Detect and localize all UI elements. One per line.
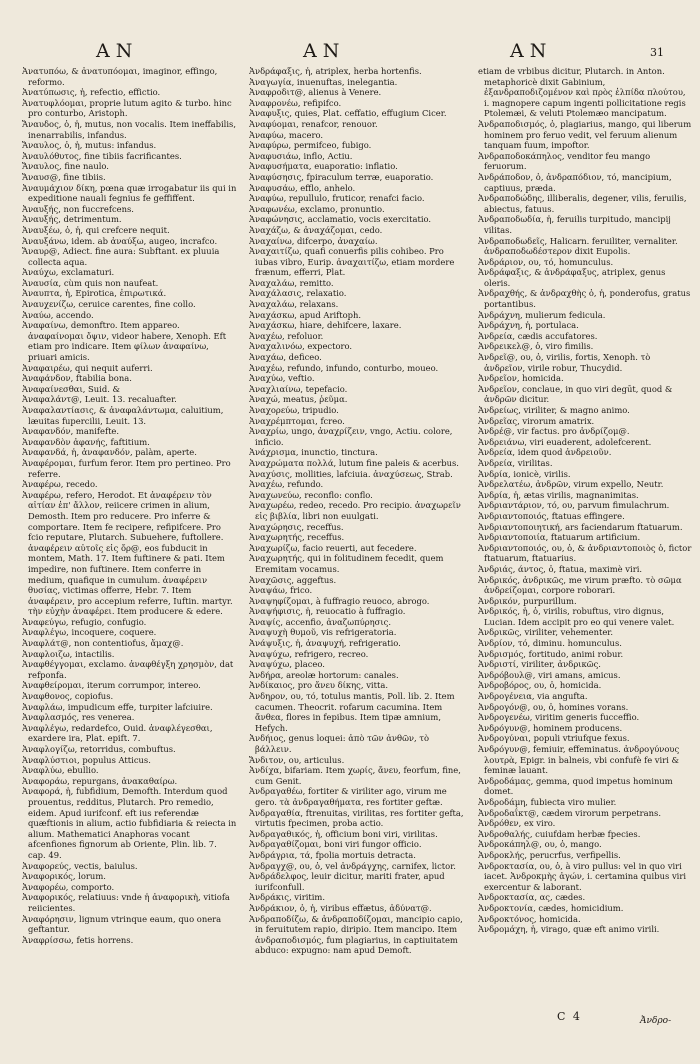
dictionary-entry: Ἀναφύρω, permifceo, fubigo. [249,140,372,151]
dictionary-entry: Ἀναψύχω, refrigero, recreo. [249,648,369,659]
dictionary-entry: Ἀνδρεία, virilitas. [478,457,553,468]
right-column [478,66,693,1016]
dictionary-entry: Ἀναφύω, macero. [249,129,324,140]
dictionary-entry: Ἀνδραγαθία, ftrenuitas, virilitas, res fortiter gefta, virtutis fpecimen, proba actio. [249,807,464,829]
dictionary-entry: Ἀνδηρον, ου, τό, totulus mantis, Poll. lib. 2. Item cacumen. Theocrit. rofarum cacumina. Item ἄνθεα, flores in fepibus. Item tipæ amnium, Hefych. [249,691,455,733]
dictionary-entry: Ἀναχωρητής, qui in folitudinem fecedit, quem Eremitam vocamus. [249,553,444,574]
dictionary-entry: Ἀναχωρητής, receffus. [249,532,345,543]
dictionary-entry: Ἀναφάνδον, ftabilia bona. [22,373,132,384]
dictionary-entry: Ἀνδράφαξις, ἡ, atriplex, herba hortenfis. [249,66,422,76]
dictionary-entry: Ἀνδραποδωδία, ἡ, feruilis turpitudo, mancipij vilitas. [478,214,671,235]
dictionary-entry: Ἀναχέω, refundo, infundo, conturbo, moueo. [249,362,439,373]
dictionary-entry: Ἀναφλασμός, res venerea. [22,712,135,723]
dictionary-entry: Ἄναυρ@, Adiect. fine aura: Subftant. ex pluuia collecta aqua. [22,246,220,267]
dictionary-entry: Ἄναυδος, ὁ, ἡ, mutus, non vocalis. Item ineffabilis, inenarrabilis, infandus. [22,118,237,140]
dictionary-entry: Ἀναφαλάντ@, Leuit. 13. recaluafter. [22,394,177,405]
dictionary-entry: Ἀναψύχω, placeo. [249,659,325,670]
dictionary-entry: Ἀναφορέω, comporto. [22,881,115,892]
dictionary-entry: Ἀναφυξις, quies, Plat. ceffatio, effugium Cicer. [249,108,447,119]
dictionary-entry: Ἀναφαιρέω, qui nequit auferri. [22,362,153,373]
dictionary-entry: Ἀνδρία, ἡ, ætas virilis, magnanimitas. [478,489,639,500]
dictionary-entry: Ἀναφορικός, relatiuus: vnde ἡ ἀναφορικὴ, vitiofa reiicientes. [22,892,230,913]
dictionary-entry: Ἀναφλάω, impudicum effe, turpiter lafciuire. [22,701,213,712]
dictionary-entry: Ἀνδράκιον, ὁ, ἡ, viribus effætus, ἀδύνατ@. [249,902,432,913]
dictionary-entry: Ἀναφοράω, repurgans, ἀνακαθαίρω. [22,775,178,786]
middle-column [249,66,464,1016]
dictionary-entry: Ἀνατύπωσις, ἡ, refectio, effictio. [22,87,161,98]
dictionary-entry: Ἀναχάζω, & ἀναχάζομαι, cedo. [249,224,383,235]
dictionary-entry: Ἀναχρέμπτομαι, fcreo. [249,415,345,426]
dictionary-entry: Ἀναυξάνω, idem. ab ἀναύξω, augeo, incrafco. [22,235,218,246]
dictionary-entry: Ἀνδίχα, bifariam. Item χωρίς, ἄνευ, feorfum, fine, cum Genit. [249,765,461,786]
dictionary-entry: Ἀναχύω, veftio. [249,373,315,384]
dictionary-entry: Ἀναφυσάω, efflo, anhelo. [249,182,356,193]
dictionary-entry: Ἀνδριαντάριον, τό, ου, parvum fimulachrum. [478,500,670,511]
dictionary-entry: Ἀνδρεῖον, conclaue, in quo viri degūt, quod & ἀνδρῶν dicitur. [478,383,673,405]
dictionary-entry: Ἀναχλιαίνω, tepefacio. [249,383,348,394]
dictionary-entry: Ἀνδρείως, viriliter, & magno animo. [478,405,630,415]
column-3-heading: AN [510,40,553,62]
dictionary-entry: Ἀναχωνεύω, reconflo: conflo. [249,489,373,500]
dictionary-entry: Ἀναφθείρομαι, iterum corrumpor, intereo. [22,680,201,691]
dictionary-entry: Ἀναχάσκω, apud Ariftoph. [249,309,362,320]
dictionary-entry: Ἀναφυσήματα, euaporatio: inflatio. [249,161,398,172]
dictionary-entry: Ἀναφλύστιοι, populus Atticus. [22,754,151,765]
dictionary-entry: Ἀνδρογένεια, via angufta. [478,691,588,702]
dictionary-entry: Ἀνδρογύναι, populi vtriufque fexus. [478,733,630,744]
dictionary-entry: Ἀναφύομαι, renafcor, renouor. [249,118,378,129]
dictionary-entry: Ἀνδραχθής, & ἀνδραχθὴς ὁ, ἡ, ponderofus, gratus portantibus. [478,288,691,310]
dictionary-entry: Ἀναφλογίζω, retorridus, combuftus. [22,744,176,754]
dictionary-entry: Ἀνδριάς, άντος, ὁ, ftatua, maximè viri. [478,563,643,574]
dictionary-entry: Ἀναφωνέω, exclamo, pronuntio. [249,203,385,214]
dictionary-entry: Ἀνδριαντοποιός, ου, ὁ, & ἀνδριαντοποιὸς ὁ, fictor ftatuarum, ftatuarius. [478,542,692,564]
dictionary-entry: Ἀνάψυξις, ἡ, ἀναψυχή, refrigeratio. [249,638,401,649]
dictionary-entry: Ἀνδραποδώδης, illiberalis, degener, vilis, feruilis, abiectus, fatuus. [478,193,687,214]
dictionary-entry: Ἀναψηφίζομαι, à fuffragio reuoco, abrogo. [249,595,430,606]
dictionary-entry: Ἀναφέρω, refero, Herodot. Et ἀναφέρειν τὸν αἰτίαν ἐπ' ἄλλον, reiicere crimen in alium, Demosth. Item pro reducere. Pro inferre & comportare. Item fe recipere, refipifcere. Pro fcio reputare, Plutarch. Subuehere, fuftollere. ἀναφέρειν αὐτοῖς εἰς ὄρ@, eos fubducit in montem, Math. 17. Item fuftinere & pati. Item impedire, non fuftinere. Item conferre in medium, quafique in cumulum. ἀναφέρειν θυσίας, victimas offerre, Hebr. 7. Item ἀναφέρειν, pro accepium referre, Iuftin. martyr. τὴν εὐχὴν ἀναφέρει. Item producere & edere. [22,489,233,617]
dictionary-entry: Ἀναχρώματα πολλά, lutum fine paleis & acerbus. [249,457,459,468]
dictionary-entry: Ἀναχαιτίζω, quafi conuerfis pilis cohibeo. Pro iubas vibro, Eurip. ἀναχαιτίζω, etiam mordere frænum, efferri, Plat. [249,246,455,278]
dictionary-entry: Ἀναφαίνεσθαι, Suid. & [22,383,121,394]
dictionary-entry: Ἀνδίκαιος, pro ἄνευ δίκης, vitta. [249,680,388,691]
dictionary-entry: Ἀνδροκλής, perucrfus, verfipellis. [478,849,621,860]
dictionary-entry: Ἀναφλάτ@, non contentiofus, ἄμαχ@. [22,638,184,649]
dictionary-entry: Ἀνδρόβουλ@, viri amans, amicus. [478,669,621,680]
dictionary-entry: Ἀνδρογόν@, ου, ὁ, homines vorans. [478,701,629,712]
dictionary-entry: Ἀνδρεία, idem quod ἀνδρειοῦν. [478,447,612,458]
dictionary-entry: Ἀνδρεικελ@, ὁ, viro fimilis. [478,341,594,352]
dictionary-entry: Ἀναχώρησις, receffus. [249,521,344,532]
dictionary-entry: Ἄναυλος, fine naulo. [22,161,109,172]
dictionary-entry: Ἀναφροδιτ@, alienus à Venere. [249,87,382,98]
dictionary-entry: Ἀνδρίον, τό, diminu. homunculus. [478,638,622,649]
dictionary-entry: Ἀναυμάχιον δίκη, pœna quæ irrogabatur iis qui in expeditione nauali fegnius fe geffiffent. [22,182,237,204]
dictionary-entry: Ἀναχάω, deficeo. [249,352,322,363]
dictionary-entry: Ἀναχέω, refoluor. [249,330,324,341]
dictionary-entry: Ἀνατυφλόομαι, proprie lutum agito & turbo. hinc pro conturbo, Aristoph. [22,97,232,119]
dictionary-entry: Ἀνδράδελφος, leuir dicitur, mariti frater, apud iurifconfull. [249,871,445,892]
dictionary-entry: Ἄνδιτον, ου, articulus. [249,754,345,765]
dictionary-entry: Ἀναφέρω, recedo. [22,479,98,490]
dictionary-entry: Ἀνδρεία, cædis accufatores. [478,330,598,341]
dictionary-entry: Ἀνδρέ@, vir factus. pro ἀνδρίζομ@. [478,426,630,437]
catchword: Ἀνδρο- [640,1016,672,1026]
dictionary-entry: Ἀναφλέγω, incoquere, coquere. [22,627,157,638]
dictionary-entry: Ἀναχαλάω, relaxans. [249,299,339,310]
dictionary-entry: Ἀναυξής, detrimentum. [22,214,122,225]
dictionary-entry: Ἀναφορεύς, vectis, baiulus. [22,860,138,871]
dictionary-entry: Ἀνδριαντοποιός, ftatuas effingere. [478,510,625,521]
dictionary-entry: Ἀνδράφαξις, & ἀνδράφαξυς, atriplex, genus oleris. [478,267,666,288]
left-column [22,66,237,1016]
dictionary-entry: Ἀναφθονος, copiofus. [22,691,114,702]
dictionary-entry: Ἀνδράχνη, mulierum fedicula. [478,309,606,320]
dictionary-entry: Ἀναχέω, refundo. [249,479,324,490]
dictionary-entry: Ἀναφλύω, ebullio. [22,765,99,776]
dictionary-entry: Ἀνδρόγυν@, hominem producens. [478,722,623,733]
dictionary-entry: Ἀνδρεῖ@, ου, ὁ, virilis, fortis, Xenoph. τὸ ἀνδρεῖον, virile robur, Thucydid. [478,352,651,373]
dictionary-entry: Ἀνδραποδωδεῖς, Halicarn. feruiliter, vernaliter. ἀνδραποδωδέστερον dixit Eupolis. [478,235,678,257]
dictionary-entry: Ἀνάχρισμα, inunctio, tinctura. [249,447,378,458]
dictionary-entry: Ἀναχαίνω, difcerpo, ἀναχαίω. [249,235,378,246]
dictionary-entry: Ἀνδροκτασία, ου, ὁ, à viro pullus: vel in quo viri iacet. Ἀνδροκμὴς ἀγών, i. certamina quibus viri exercentur & laborant. [478,860,687,892]
dictionary-entry: Ἀναχύσις, mollities, lafciuia. ἀναχύσεως, Strab. [249,468,453,479]
dictionary-entry: Ἀνδράριον, ου, τό, homunculus. [478,256,614,267]
dictionary-entry: Ἀναφύω, repullulo, fruticor, renafci facio. [249,193,425,204]
dictionary-entry: Ἀναχῶσις, aggeftus. [249,574,337,585]
dictionary-entry: Ἀναχωρέω, redeo, recedo. Pro recipio. ἀναχωρεῖν εἰς βιβλία, libri non euulgati. [249,500,461,521]
dictionary-entry: Ἀναφορικός, lorum. [22,871,106,882]
dictionary-entry: Ἀνδραγαθίζομαι, boni viri fungor officio. [249,839,422,850]
dictionary-entry: Ἀναυξέω, ὁ, ἡ, qui crefcere nequit. [22,224,170,235]
dictionary-entry: Ἀνδραποδισμός, ὁ, plagiarius, mango, qui liberum hominem pro feruo vedit, vel feruum alienum tanquam fuum, impoftor. [478,118,692,151]
dictionary-entry: Ἀνδρισμός, fortitudo, animi robur. [478,648,624,659]
dictionary-entry: Ἀνδρικόν, purpurillum. [478,595,577,606]
dictionary-entry: Ἀνδράκις, viritim. [249,892,326,903]
dictionary-entry: Ἀνδροκάπηλ@, ου, ὁ, mango. [478,839,602,850]
dictionary-entry: Ἀνδροδαΐκτ@, cædem virorum perpetrans. [478,807,661,818]
dictionary-entry: Ἀναύω, accendo. [22,309,94,320]
dictionary-entry: Ἀναύχω, exclamaturi. [22,267,115,278]
dictionary-entry: Ἀναφλοιζω, intactilis. [22,648,115,659]
dictionary-entry: Ἀνδήιος, genus loquei: ἀπὸ τῶν ἀνθῶν, τὸ βάλλειν. [249,733,429,754]
column-2-heading: AN [303,40,346,62]
dictionary-entry: Ἀναφώνησις, acclamatio, vocis exercitatio. [249,214,432,225]
dictionary-entry: Ἀναχώ, meatus, ῥεῦμα. [249,394,348,405]
dictionary-entry: Ἀναφρονέω, refipifco. [249,97,342,108]
signature-mark: C 4 [557,1010,582,1023]
dictionary-entry: Ἀνδροδάμη, fubiecta viro mulier. [478,796,617,807]
dictionary-entry: Ἀνδρία, ionicè, virilis. [478,468,571,479]
dictionary-entry: Ἀναφυσιάω, inflo, Actiu. [249,150,353,161]
dictionary-entry: Ἀνδροβόρος, ου, ὁ, homicida. [478,680,602,691]
dictionary-entry: etiam de vrbibus dicitur, Plutarch. in Anton. metaphoricè dixit Gabinium, ἐξανδραποδιζομένον καὶ πρὸς ἐλπίδα πλούτου, i. magnopere capum ingenti pollicitatione regis Ptolemæi, & veluti Ptolemæo mancipatum. [478,66,686,119]
dictionary-entry: Ἀνδραγχ@, ου, ὁ, vel ἀνδράγχης, carnifex, lictor. [249,860,456,871]
dictionary-entry: Ἀναχάσκω, hiare, dehifcere, laxare. [249,320,402,331]
dictionary-entry: Ἀνδράποδον, ὁ, ἀνδραπόδιον, τό, mancipium, captiuus, præda. [478,171,672,193]
dictionary-entry: Ἀναχρίω, ungo, ἀναχρίζειν, vngo, Actiu. colore, inficio. [249,426,453,447]
dictionary-entry: Ἀνδροκτόνος, homicida. [478,913,581,924]
dictionary-entry: Ἀναφαλαντίασις, & ἀναφαλάντωμα, caluitium, læuitas fupercilii, Leuit. 13. [22,405,224,426]
dictionary-entry: Ἄναυσ@, fine tibiis. [22,171,106,182]
dictionary-entry: Ἀνδράχνη, ἡ, portulaca. [478,320,579,331]
dictionary-entry: Ἀναφορά, ἡ, fubfidium, Demofth. Interdum quod prouentus, redditus, Plutarch. Pro remedio, eidem. Apud iurifconf. eft ius referendæ quæftionis in alium, actio fubfidiaria & reiecta in alium. Mathematici Anaphoras vocant afcenfiones fignorum ab Oriente, Plin. lib. 7. cap. 49. [22,786,237,860]
dictionary-entry: Ἀναυπτα, ἡ, Epirotica, ἐπιρωτικά. [22,288,167,299]
dictionary-entry: Ἀνδροκτασία, ας, cædes. [478,892,586,903]
dictionary-entry: Ἀνδρικῶς, viriliter, vehementer. [478,627,614,638]
dictionary-entry: Ἀναψάω, frico. [249,585,313,596]
dictionary-entry: Ἀναφρίσσω, fetis horrens. [22,934,134,945]
dictionary-entry: Ἀναυξής, non fuccrefcens. [22,203,134,214]
dictionary-entry: Ἀναυσία, cùm quis non naufeat. [22,277,159,288]
dictionary-entry: Ἀναψυχὴ θυμοῦ, vis refrigeratoria. [249,627,397,638]
dictionary-entry: Ἀναγωγία, inuenuftas, inelegantia. [249,76,398,87]
dictionary-entry: Ἀνδρεῖας, virorum amatrix. [478,415,595,426]
dictionary-entry: Ἀναφύσησις, fpiraculum terræ, euaporatio. [249,171,434,182]
dictionary-entry: Ἀνδραποδοκάπηλος, venditor feu mango feruorum. [478,150,651,172]
dictionary-entry: Ἀναφανδὸν ἀφανής, faftitium. [22,436,150,447]
dictionary-entry: Ἀναψίς, accenfio, ἀναζωπύρησις. [249,616,391,627]
dictionary-entry: Ἀναχάλασις, relaxatio. [249,288,347,299]
dictionary-entry: Ἀναφεύγω, refugio, confugio. [22,616,147,627]
dictionary-entry: Ἀνδροκτονία, cædes, homicidium. [478,902,624,913]
dictionary-entry: Ἀνδραγαθέω, fortiter & viriliter ago, virum me gero. τὰ ἀνδραγαθήματα, res fortiter geftæ. [249,786,447,807]
dictionary-entry: Ἀναφόρησιν, lignum vtrinque eaum, quo onera geftantur. [22,913,222,935]
dictionary-entry: Ἀναφλέγω, redardefco, Ouid. ἀναφλέγεσθαι, exardere ira, Plat. epift. 7. [22,722,213,744]
dictionary-entry: Ἀνδρόγυν@, femiuir, effeminatus. ἀνδρογύνους λουτρὰ, Epigr. in balneis, vbi confufè fe viri & feminæ lauant. [478,744,680,776]
dictionary-entry: Ἀναφανδόν, manifefte. [22,426,120,437]
dictionary-entry: Ἀνδριαντοποιία, ftatuarum artificium. [478,532,641,543]
dictionary-entry: Ἀναυλόθυτος, fine tibiis facrificantes. [22,150,182,161]
dictionary-entry: Ἀναφαίνω, demonftro. Item appareo. ἀναφαίνομαι ὄψιν, videor habere, Xenoph. Eft etiam pro indicare. Item φίλων ἀναφαίνω, priuari amicis. [22,320,227,363]
dictionary-entry: Ἀνδρειάνω, viri euaderent, adolefcerent. [478,436,652,447]
dictionary-entry: Ἀναχωρίζω, facio reuerti, aut fecedere. [249,542,417,553]
dictionary-entry: Ἀναψήφισις, ἡ, reuocatio à fuffragio. [249,606,406,617]
dictionary-entry: Ἀναχορεύω, tripudio. [249,405,339,415]
dictionary-entry: Ἀνατυπόω, & ἀνατυπόομαι, imaginor, effingo, reformo. [22,66,218,87]
dictionary-entry: Ἀνδροθαλής, cuiufdam herbæ fpecies. [478,828,641,839]
dictionary-entry: Ἀναφθέγγομαι, exclamo. ἀναφθέγξη χρησμὸν, dat refponfa. [22,659,234,680]
dictionary-entry: Ἀνδροδάμας, gemma, quod impetus hominum domet. [478,775,673,797]
dictionary-entry: Ἀναφανδά, ἡ, ἀναφανδόν, palàm, aperte. [22,447,197,458]
dictionary-entry: Ἀνδρογενέω, viritim generis fucceffio. [478,712,640,723]
dictionary-entry: Ἄναυλος, ὁ, ἡ, mutus: infandus. [22,140,157,151]
dictionary-entry: Ἀνδρεῖον, homicida. [478,373,564,384]
dictionary-entry: Ἀνδρικός, ἡ, ὁ, virilis, robuftus, viro dignus, Lucian. Idem accipit pro eo qui venere valet. [478,606,675,627]
dictionary-entry: Ἀνδρομάχη, ἡ, virago, quæ eft animo virili. [478,924,660,935]
dictionary-entry: Ἀνδραγαθικός, ἡ, officium boni viri, virilitas. [249,828,438,839]
dictionary-entry: Ἀνδραποδίζω, & ἀνδραποδίζομαι, mancipio capio, in feruitutem rapio, diripio. Item mancipo. Item ἀνδραποδισμός, fum plagiarius, in captiuitatem abduco: expugno: nam apud Demoft. [249,913,463,956]
dictionary-entry: Ἀνδριαντοποιητική, ars faciendarum ftatuarum. [478,521,683,532]
column-1-heading: AN [96,40,139,62]
dictionary-entry: Ἀναυχενίζω, ceruice carentes, fine collo. [22,299,196,310]
dictionary-entry: Ἀνδρικός, ἀνδρικῶς, me virum præfto. τὸ σῶμα ἀνδρείζομαι, corpore roborari. [478,574,682,596]
dictionary-entry: Ἀνδράγρια, τά, fpolia mortuis detracta. [249,849,416,860]
dictionary-entry: Ἀνδρελατέω, ἀνδρῶν, virum expello, Neutr. [478,479,664,490]
dictionary-entry: Ἀναχαλάω, remitto. [249,277,334,288]
dictionary-entry: Ἀνδρόθεν, ex viro. [478,818,556,829]
dictionary-entry: Ἀνδήρα, areolæ hortorum: canales. [249,669,399,680]
dictionary-entry: Ἀνδριστί, viriliter, ἀνδρικῶς. [478,659,601,670]
dictionary-entry: Ἀναχαλινόω, expectoro. [249,341,353,352]
dictionary-entry: Ἀναφέρομαι, furfum feror. Item pro pertineo. Pro referre. [22,457,231,479]
page-number: 31 [650,46,664,59]
